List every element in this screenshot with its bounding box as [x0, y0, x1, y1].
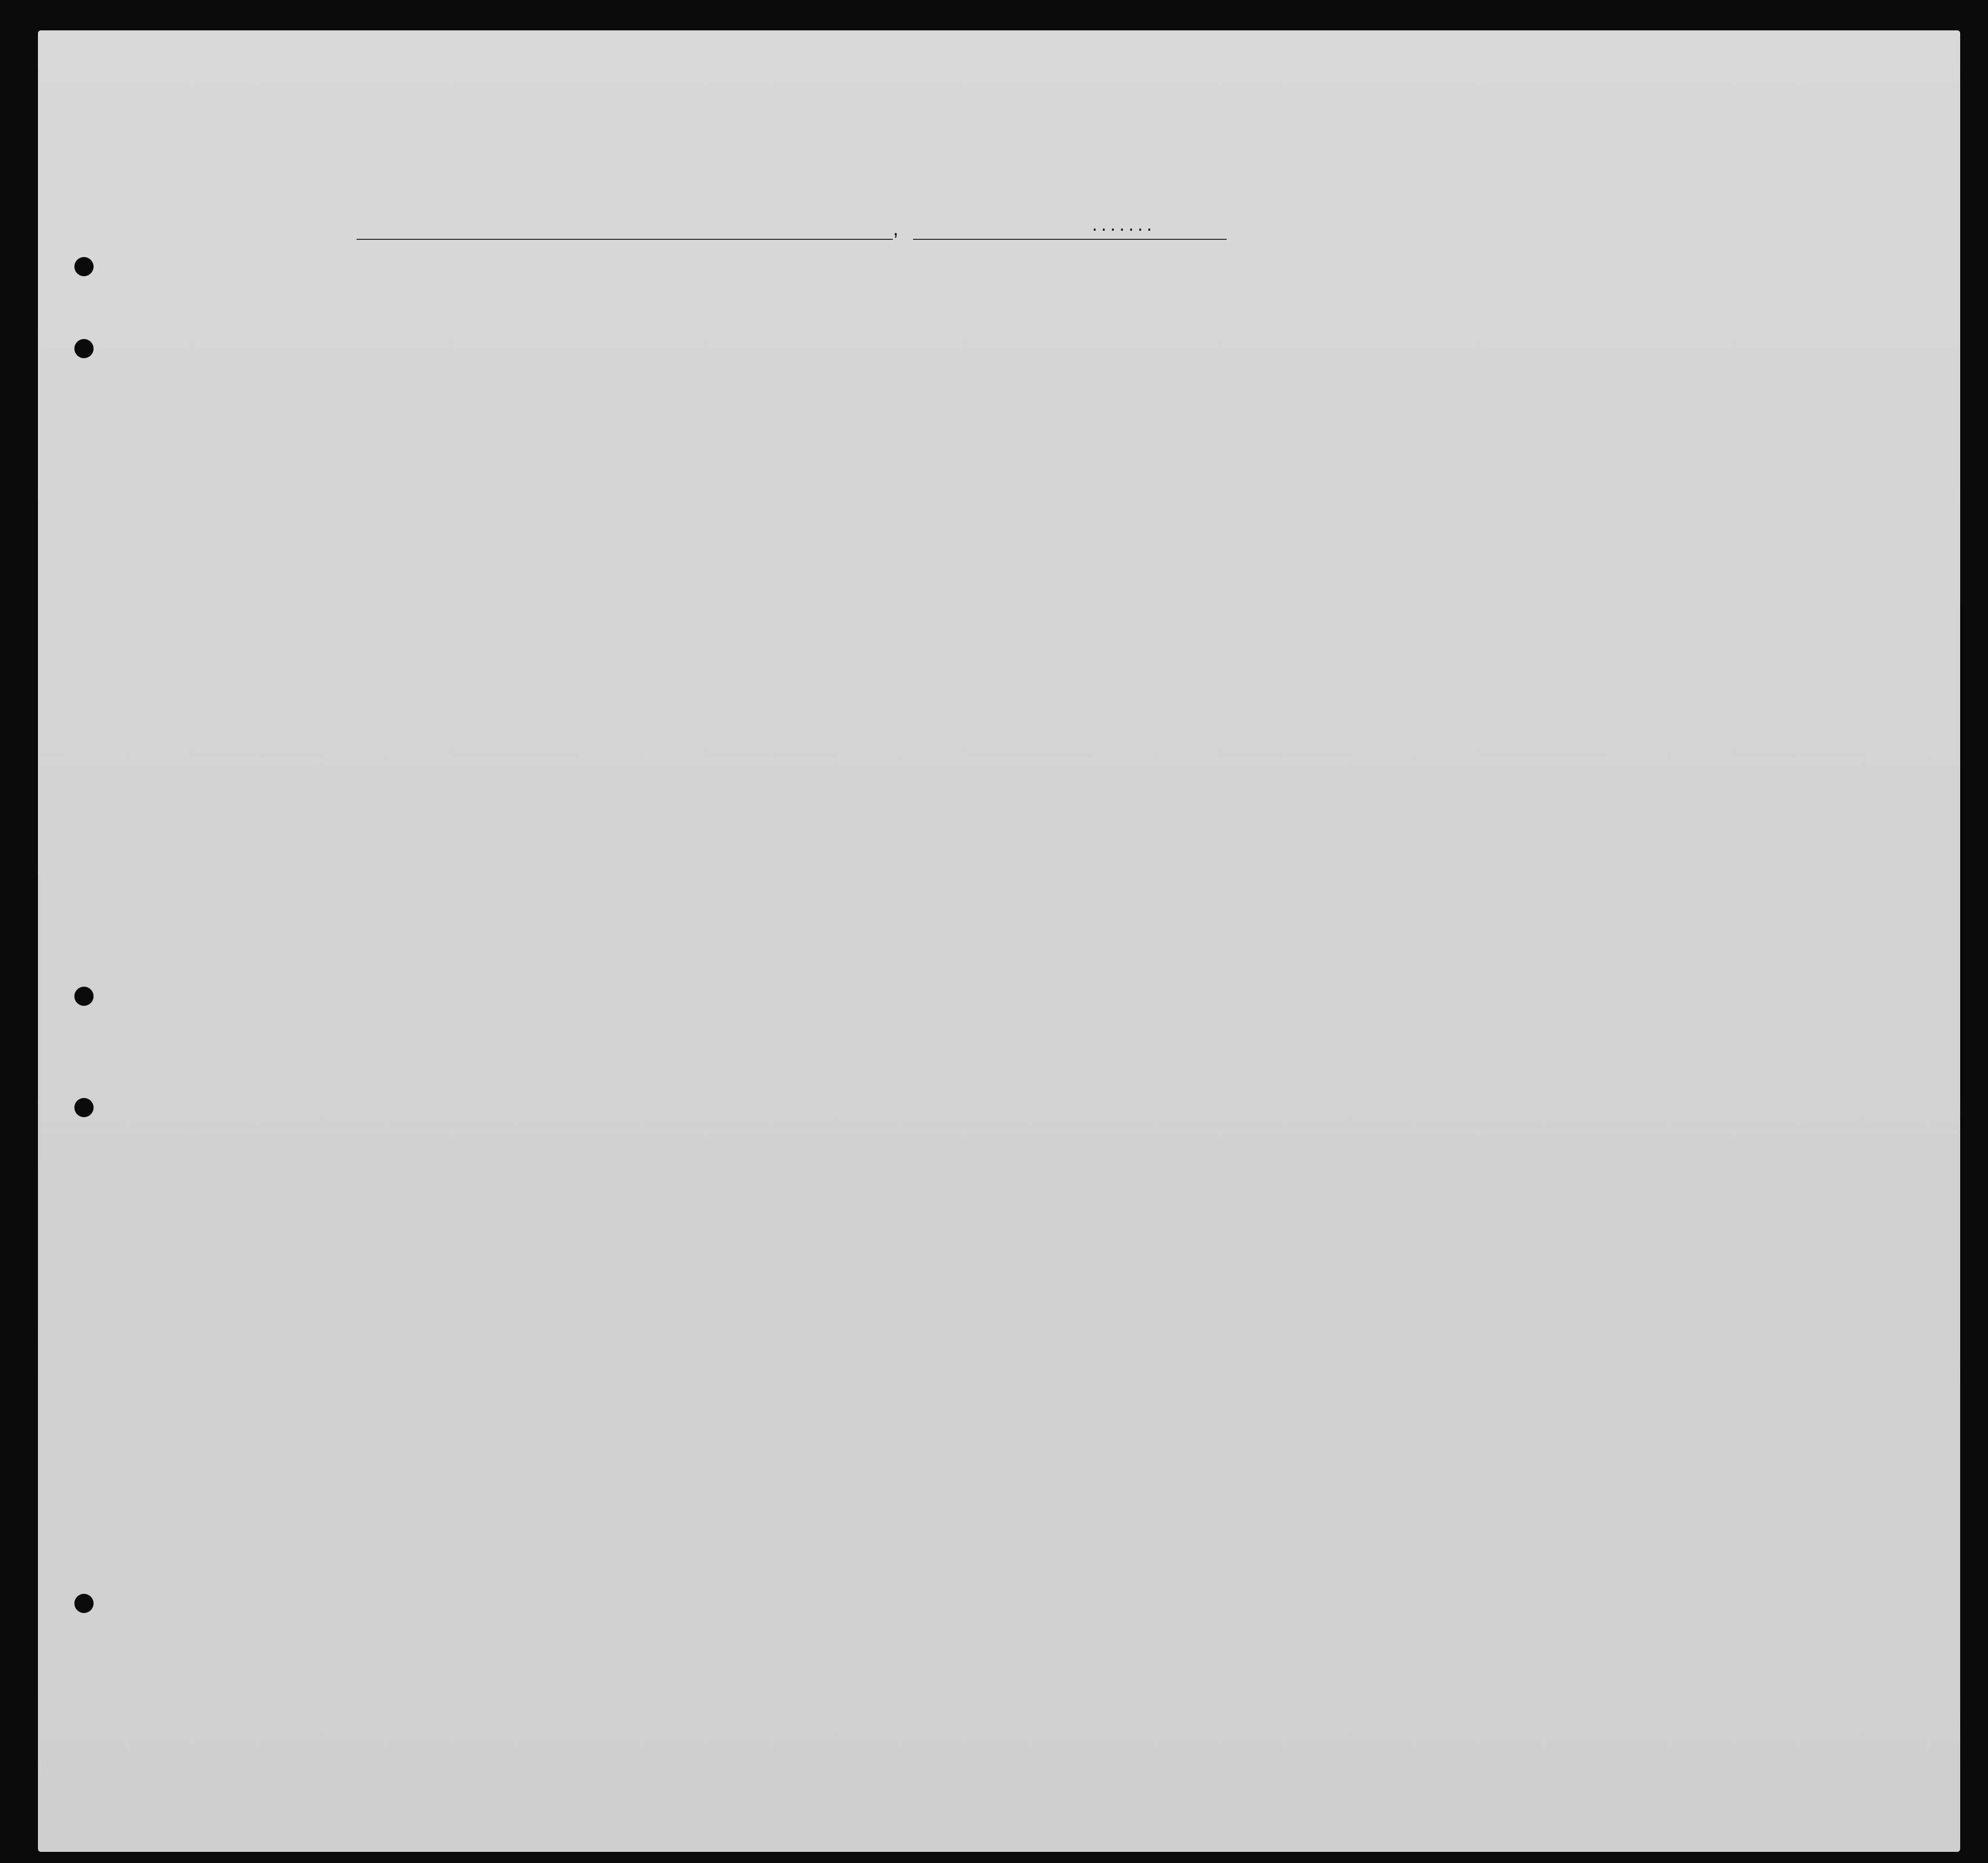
manifest-sheet: , .......	[38, 30, 1960, 1852]
binder-hole	[74, 1594, 94, 1613]
date-dots: .......	[1090, 219, 1154, 236]
binder-hole	[74, 1098, 94, 1117]
binder-hole	[74, 257, 94, 276]
binder-hole	[74, 987, 94, 1006]
binder-hole	[74, 339, 94, 358]
